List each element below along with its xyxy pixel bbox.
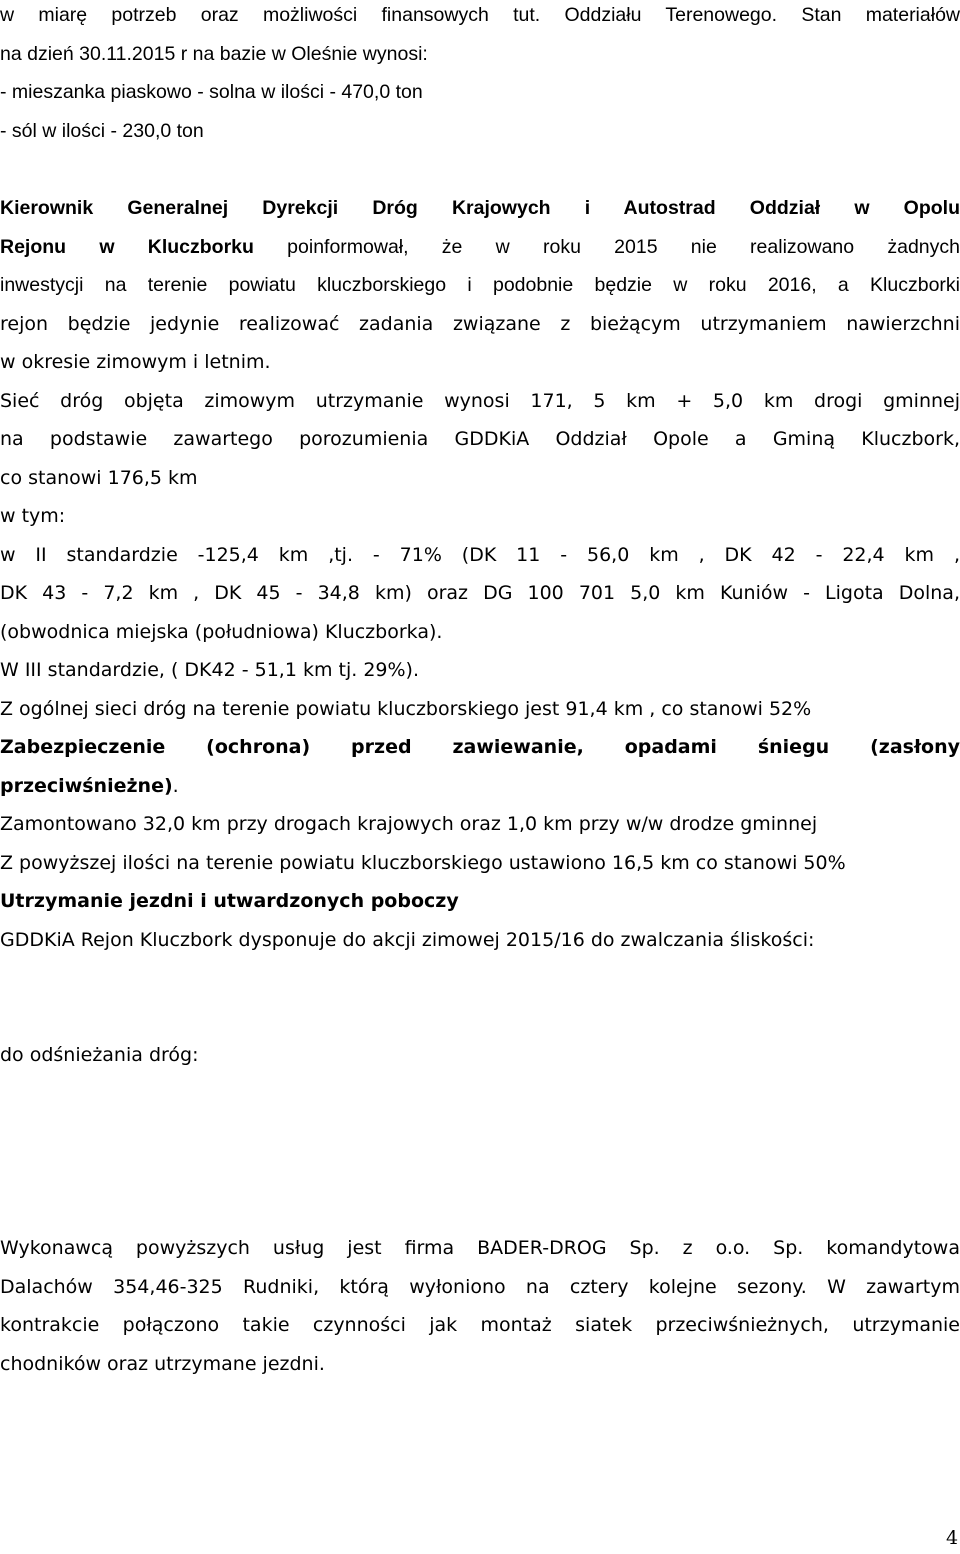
protection-heading-bold: przeciwśnieżne) [0, 775, 173, 797]
gddkia-line-2 [0, 234, 960, 260]
gddkia-heading-bold: Rejonu w Kluczborku [0, 236, 254, 258]
protection-line-2: Z powyższej ilości na terenie powiatu kluczborskiego ustawiono 16,5 km co stanowi 50% [0, 852, 846, 874]
intro-line-3: - mieszanka piaskowo - solna w ilości - 470,0 ton [0, 81, 423, 103]
contractor-line-1: Wykonawcą powyższych usług jest firma BADER-DROG Sp. z o.o. Sp. komandytowa [0, 1237, 960, 1259]
network-line-2: na podstawie zawartego porozumienia GDDKiA Oddział Opole a Gminą Kluczbork, [0, 428, 960, 450]
protection-heading-2 [0, 773, 960, 799]
contractor-line-2: Dalachów 354,46-325 Rudniki, którą wyłoniono na cztery kolejne sezony. W zawartym [0, 1276, 960, 1298]
gddkia-line-3: inwestycji na terenie powiatu kluczborskiego i podobnie będzie w roku 2016, a Kluczborki [0, 274, 960, 296]
network-line-7: (obwodnica miejska (południowa) Kluczborka). [0, 621, 443, 643]
protection-heading-dot: . [172, 775, 179, 797]
gddkia-line-5: w okresie zimowym i letnim. [0, 351, 271, 373]
snow-removal-label: do odśnieżania dróg: [0, 1044, 199, 1066]
contractor-line-3: kontrakcie połączono takie czynności jak montaż siatek przeciwśnieżnych, utrzymanie [0, 1314, 960, 1336]
network-line-1: Sieć dróg objęta zimowym utrzymanie wynosi 171, 5 km + 5,0 km drogi gminnej [0, 390, 960, 412]
intro-line-4: - sól w ilości - 230,0 ton [0, 120, 204, 142]
network-line-5: w II standardzie -125,4 km ,tj. - 71% (DK 11 - 56,0 km , DK 42 - 22,4 km , [0, 544, 960, 566]
protection-heading: Zabezpieczenie (ochrona) przed zawiewanie, opadami śniegu (zasłony [0, 736, 960, 758]
network-line-9: Z ogólnej sieci dróg na terenie powiatu kluczborskiego jest 91,4 km , co stanowi 52% [0, 698, 812, 720]
contractor-line-4: chodników oraz utrzymane jezdni. [0, 1353, 325, 1375]
maintenance-heading: Utrzymanie jezdni i utwardzonych poboczy [0, 890, 459, 912]
network-line-4: w tym: [0, 505, 66, 527]
gddkia-heading: Kierownik Generalnej Dyrekcji Dróg Krajowych i Autostrad Oddział w Opolu [0, 197, 960, 219]
network-line-6: DK 43 - 7,2 km , DK 45 - 34,8 km) oraz DG 100 701 5,0 km Kuniów - Ligota Dolna, [0, 582, 960, 604]
maintenance-intro: GDDKiA Rejon Kluczbork dysponuje do akcji zimowej 2015/16 do zwalczania śliskości: [0, 929, 815, 951]
gddkia-line-4: rejon będzie jedynie realizować zadania związane z bieżącym utrzymaniem nawierzchni [0, 313, 960, 335]
network-line-8: W III standardzie, ( DK42 - 51,1 km tj. 29%). [0, 659, 420, 681]
intro-line-2: na dzień 30.11.2015 r na bazie w Oleśnie wynosi: [0, 43, 428, 65]
gddkia-line-2-rest: poinformował, że w roku 2015 nie realizowano żadnych [253, 236, 960, 258]
page-number: 4 [946, 1527, 959, 1549]
intro-line-1: w miarę potrzeb oraz możliwości finansowych tut. Oddziału Terenowego. Stan materiałów [0, 4, 960, 26]
network-line-3: co stanowi 176,5 km [0, 467, 198, 489]
protection-line-1: Zamontowano 32,0 km przy drogach krajowych oraz 1,0 km przy w/w drodze gminnej [0, 813, 818, 835]
